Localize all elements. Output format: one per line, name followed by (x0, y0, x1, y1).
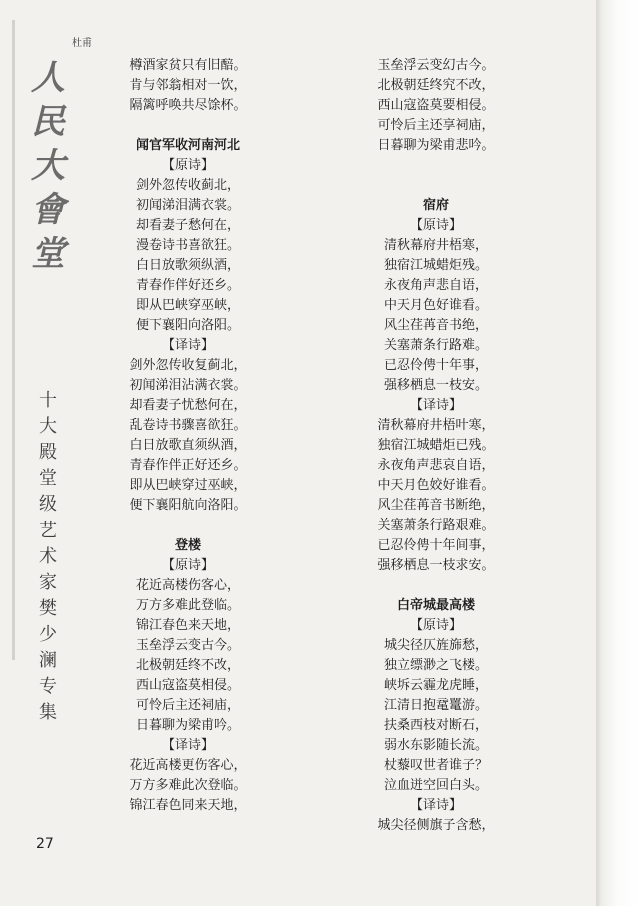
subtitle-char: 艺 (39, 520, 57, 541)
original-poem-label: 【原诗】 (409, 218, 462, 233)
poem-line: 青春作伴好还乡。 (135, 278, 240, 293)
subtitle-char: 专 (39, 676, 57, 697)
brand-char: 堂 (31, 234, 65, 274)
right-text-column (336, 56, 536, 836)
translation-line: 白日放歌直须纵酒， (129, 438, 247, 453)
poem-line: 已忍伶俜十年事， (383, 358, 488, 373)
poem-line: 独宿江城蜡炬残。 (383, 258, 488, 273)
translation-line: 剑外忽传收复蓟北， (129, 358, 247, 373)
stanza-gap (336, 176, 536, 196)
poem-line: 初闻涕泪满衣裳。 (135, 198, 240, 213)
poem-line: 风尘荏苒音书绝， (383, 318, 488, 333)
subtitle-char: 堂 (39, 468, 57, 489)
subtitle-char: 家 (39, 572, 57, 593)
translation-line: 可怜后主还享祠庙， (377, 118, 495, 133)
poem-line: 万方多难此登临。 (135, 598, 240, 613)
original-poem-label: 【原诗】 (409, 618, 462, 633)
translation-label: 【译诗】 (161, 738, 214, 753)
stanza-gap (336, 156, 536, 176)
translation-line: 初闻涕泪沾满衣裳。 (129, 378, 247, 393)
binding-gutter-line (12, 20, 15, 660)
poem-title: 闻官军收河南河北 (135, 138, 240, 153)
subtitle-char: 术 (39, 546, 57, 567)
translation-line: 城尖径侧旗子含愁， (377, 818, 495, 833)
stanza-gap (88, 516, 288, 536)
brand-char: 人 (31, 58, 65, 98)
poem-line: 扶桑西枝对断石， (383, 718, 488, 733)
translation-line: 锦江春色同来天地， (129, 798, 247, 813)
translation-line: 清秋幕府井梧叶寒， (377, 418, 495, 433)
poem-line: 永夜角声悲自语， (383, 278, 488, 293)
poem-line: 肯与邻翁相对一饮， (129, 78, 247, 93)
poem-line: 中天月色好谁看。 (383, 298, 488, 313)
poem-line: 花近高楼伤客心， (135, 578, 240, 593)
original-poem-label: 【原诗】 (161, 158, 214, 173)
poem-line: 隔篱呼唤共尽馀杯。 (129, 98, 247, 113)
poem-title: 宿府 (422, 198, 449, 213)
translation-line: 乱卷诗书骤喜欲狂。 (129, 418, 247, 433)
poem-line: 可怜后主还祠庙， (135, 698, 240, 713)
translation-line: 便下襄阳航向洛阳。 (129, 498, 247, 513)
poem-line: 却看妻子愁何在， (135, 218, 240, 233)
brand-char: 民 (31, 102, 65, 142)
poem-line: 玉垒浮云变古今。 (135, 638, 240, 653)
translation-line: 青春作伴正好还乡。 (129, 458, 247, 473)
brand-char: 大 (31, 146, 65, 186)
subtitle-char: 殿 (39, 442, 57, 463)
page-edge-shadow (596, 0, 640, 906)
poem-line: 城尖径仄旌旆愁， (383, 638, 488, 653)
subtitle-char: 集 (39, 702, 57, 723)
poem-title: 登楼 (174, 538, 201, 553)
poem-line: 清秋幕府井梧寒， (383, 238, 488, 253)
poem-line: 弱水东影随长流。 (383, 738, 488, 753)
translation-line: 风尘荏苒音书断绝， (377, 498, 495, 513)
subtitle-char: 级 (39, 494, 57, 515)
page-number: 27 (36, 836, 54, 852)
stanza-gap (336, 576, 536, 596)
poem-line: 剑外忽传收蓟北， (135, 178, 240, 193)
author-name: 杜甫 (72, 38, 92, 49)
translation-line: 关塞萧条行路艰难。 (377, 518, 495, 533)
poem-line: 便下襄阳向洛阳。 (135, 318, 240, 333)
translation-line: 强移栖息一枝求安。 (377, 558, 495, 573)
subtitle-char: 樊 (39, 598, 57, 619)
left-text-column (88, 56, 288, 816)
translation-label: 【译诗】 (409, 798, 462, 813)
poem-line: 锦江春色来天地， (135, 618, 240, 633)
brand-char: 會 (31, 190, 65, 230)
subtitle-char: 少 (39, 624, 57, 645)
poem-line: 杖藜叹世者谁子？ (383, 758, 488, 773)
poem-line: 西山寇盗莫相侵。 (135, 678, 240, 693)
translation-line: 即从巴峡穿过巫峡， (129, 478, 247, 493)
subtitle-char: 澜 (39, 650, 57, 671)
translation-line: 万方多难此次登临。 (129, 778, 247, 793)
translation-line: 玉垒浮云变幻古今。 (377, 58, 495, 73)
poem-line: 即从巴峡穿巫峡， (135, 298, 240, 313)
poem-line: 江清日抱鼋鼍游。 (383, 698, 488, 713)
brand-calligraphy-title (28, 56, 68, 276)
poem-line: 樽酒家贫只有旧醅。 (129, 58, 247, 73)
poem-line: 白日放歌须纵酒， (135, 258, 240, 273)
stanza-gap (88, 116, 288, 136)
translation-line: 北极朝廷终究不改， (377, 78, 495, 93)
translation-line: 花近高楼更伤客心， (129, 758, 247, 773)
poem-title: 白帝城最高楼 (396, 598, 475, 613)
poem-line: 独立缥渺之飞楼。 (383, 658, 488, 673)
translation-line: 已忍伶俜十年间事， (377, 538, 495, 553)
translation-line: 独宿江城蜡炬已残。 (377, 438, 495, 453)
poem-line: 漫卷诗书喜欲狂。 (135, 238, 240, 253)
poem-line: 强移栖息一枝安。 (383, 378, 488, 393)
translation-label: 【译诗】 (409, 398, 462, 413)
translation-label: 【译诗】 (161, 338, 214, 353)
vertical-subtitle (34, 388, 62, 726)
poem-line: 关塞萧条行路难。 (383, 338, 488, 353)
subtitle-char: 大 (39, 416, 57, 437)
translation-line: 日暮聊为梁甫悲吟。 (377, 138, 495, 153)
poem-line: 峡坼云霾龙虎睡， (383, 678, 488, 693)
translation-line: 却看妻子忧愁何在， (129, 398, 247, 413)
translation-line: 中天月色姣好谁看。 (377, 478, 495, 493)
poem-line: 日暮聊为梁甫吟。 (135, 718, 240, 733)
subtitle-char: 十 (39, 390, 57, 411)
translation-line: 西山寇盗莫要相侵。 (377, 98, 495, 113)
poem-line: 泣血迸空回白头。 (383, 778, 488, 793)
poem-line: 北极朝廷终不改， (135, 658, 240, 673)
translation-line: 永夜角声悲哀自语， (377, 458, 495, 473)
original-poem-label: 【原诗】 (161, 558, 214, 573)
